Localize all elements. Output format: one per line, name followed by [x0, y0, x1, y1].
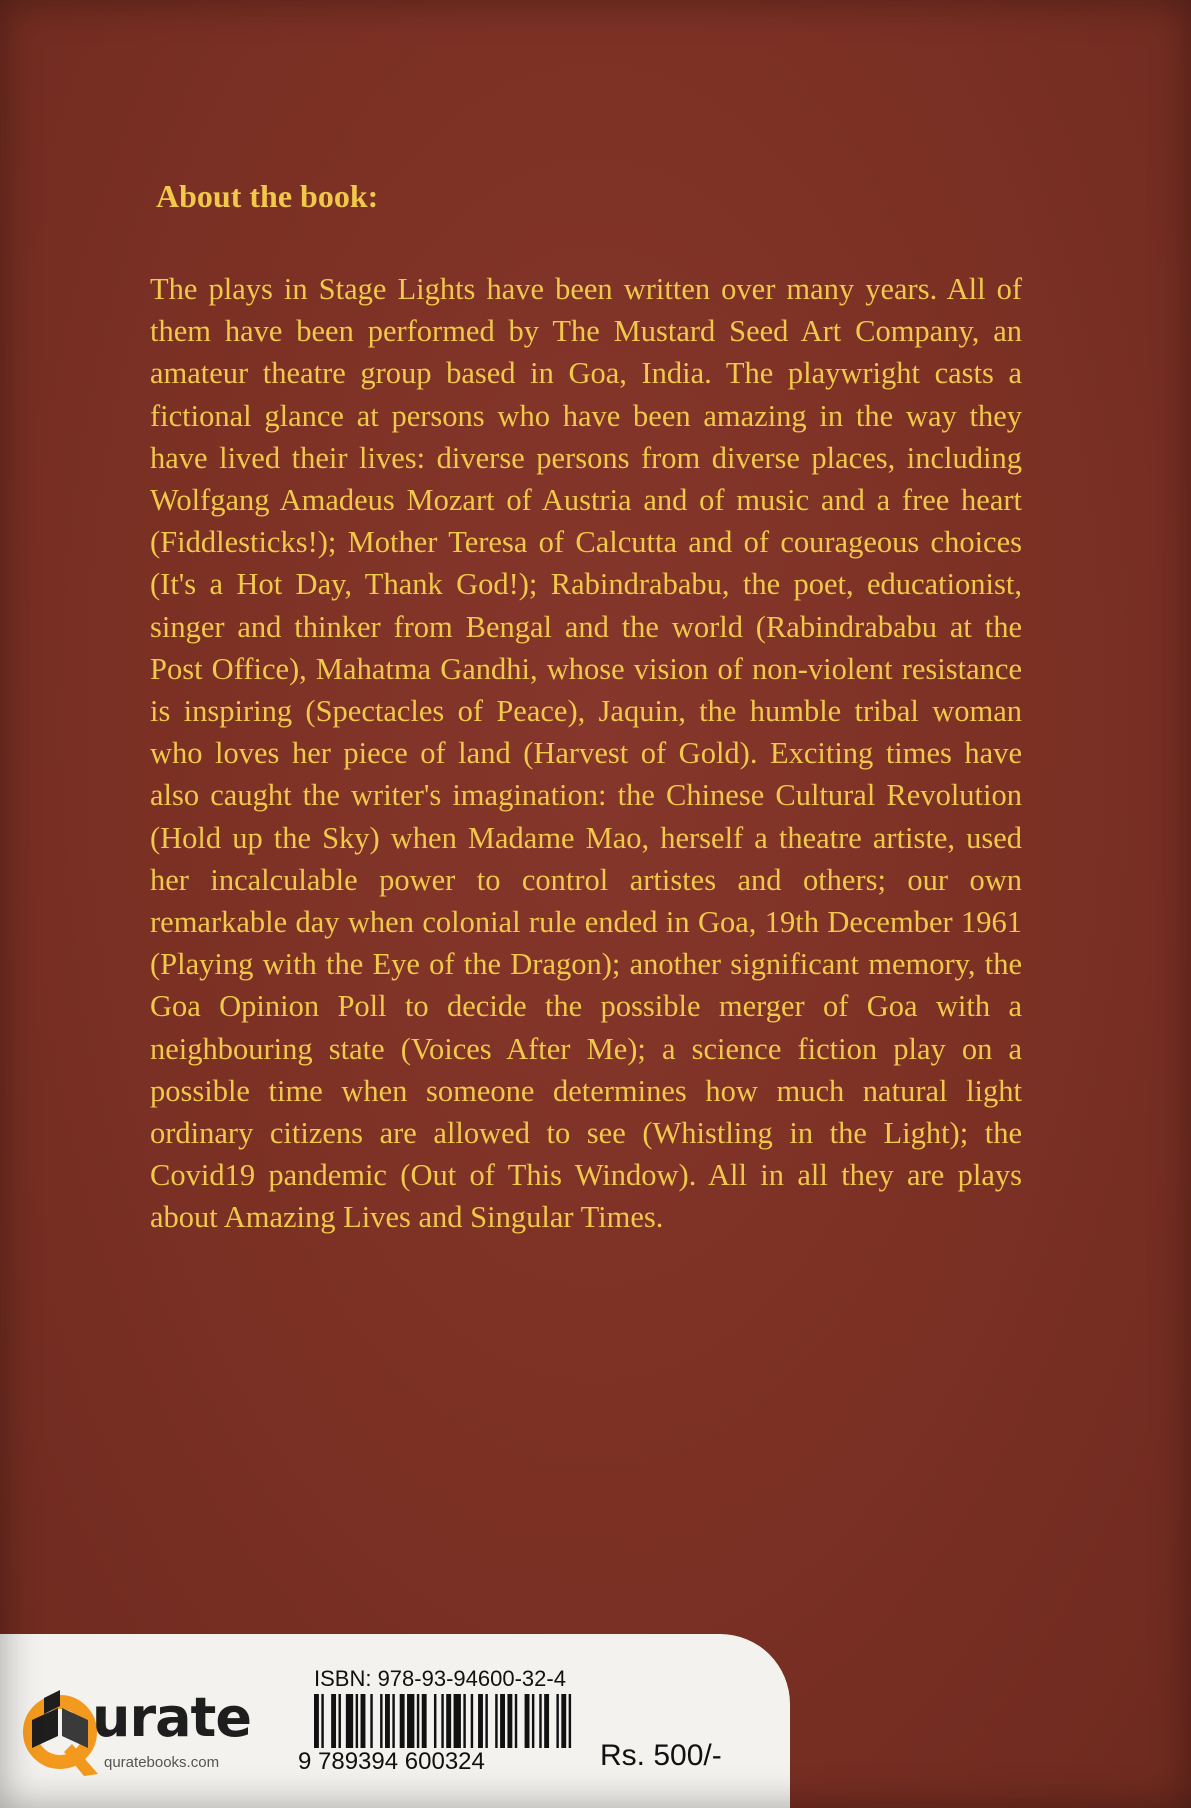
publisher-wordmark: urate: [92, 1686, 251, 1749]
about-heading: About the book:: [156, 178, 379, 214]
book-description: The plays in Stage Lights have been written over many years. All of them have been performed by The Mustard Seed Art Company, an amateur theatre group based in Goa, India. The playwright casts a fictional glance at persons who have been amazing in the way they have lived their lives: diverse persons from diverse places, including Wolfgang Amadeus Mozart of Austria and of music and a free heart (Fiddlesticks!); Mother Teresa of Calcutta and of courageous choices (It's a Hot Day, Thank God!); Rabindrababu, the poet, educationist, singer and thinker from Bengal and the world (Rabindrababu at the Post Office), Mahatma Gandhi, whose vision of non-violent resistance is inspiring (Spectacles of Peace), Jaquin, the humble tribal woman who loves her piece of land (Harvest of Gold). Exciting times have also caught the writer's imagination: the Chinese Cultural Revolution (Hold up the Sky) when Madame Mao, herself a theatre artiste, used her incalculable power to control artistes and others; our own remarkable day when colonial rule ended in Goa, 19th December 1961 (Playing with the Eye of the Dragon); another significant memory, the Goa Opinion Poll to decide the possible merger of Goa with a neighbouring state (Voices After Me); a science fiction play on a possible time when someone determines how much natural light ordinary citizens are allowed to see (Whistling in the Light); the Covid19 pandemic (Out of This Window). All in all they are plays about Amazing Lives and Singular Times.: [150, 272, 1022, 1235]
publisher-logo: [14, 1672, 264, 1782]
barcode-digits: 9 789394 600324: [296, 1748, 598, 1776]
price-label: Rs. 500/-: [600, 1739, 722, 1772]
isbn-label: ISBN: 978-93-94600-32-4: [314, 1666, 566, 1691]
publisher-website: quratebooks.com: [104, 1754, 220, 1771]
